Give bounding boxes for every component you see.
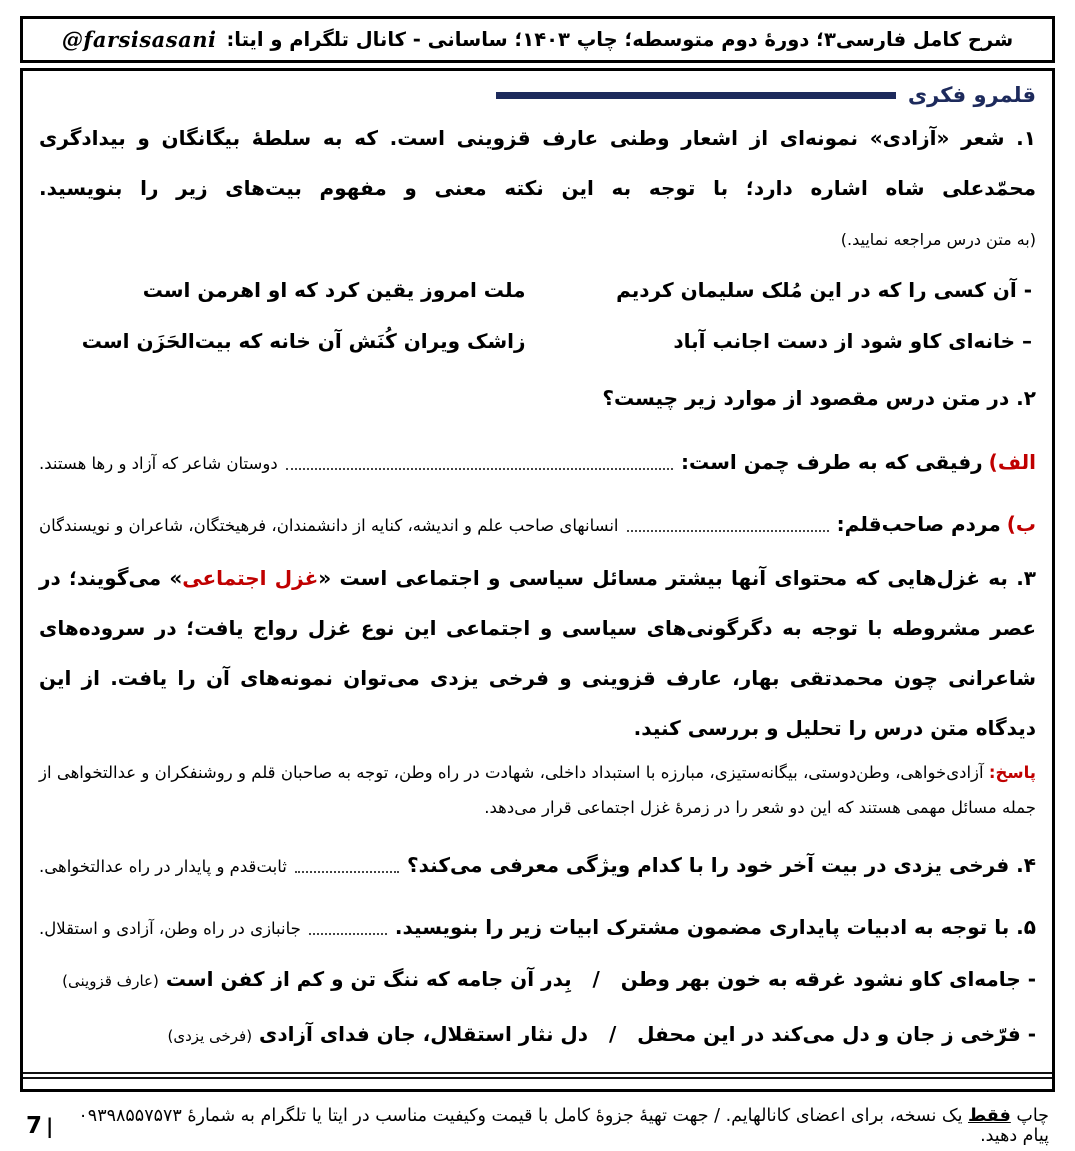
channel-handle: @farsisasani [61,27,217,52]
q2-item-a-answer: دوستان شاعر که آزاد و رها هستند. [39,454,278,473]
footer-emphasis: فقط [968,1106,1011,1126]
document-title: شرح کامل فارسی۳؛ دورهٔ دوم متوسطه؛ چاپ ۱۴۰۳؛ ساسانی - کانال تلگرام و ایتا: [226,28,1014,51]
q5-verse-2-source: (فرخی یزدی) [167,1026,253,1045]
verse-hemistich: - آن کسی را که در این مُلک سلیمان کردیم [616,278,1032,302]
q5-verse-2 [39,1009,1036,1060]
q2-item-a-prompt: رفیقی که به طرف چمن است: [681,450,983,474]
question-1 [39,113,1036,263]
q2-item-b-prompt: مردم صاحب‌قلم: [836,512,1001,536]
section-divider [23,1072,1052,1079]
dotted-leader [295,871,399,873]
q2-item-b-answer: انسانهای صاحب علم و اندیشه، کنایه از دانشمندان، فرهیختگان، شاعران و نویسندگان [39,516,619,535]
question-3-text-2: » می‌گویند؛ در عصر مشروطه با توجه به دگرگونی‌های سیاسی و اجتماعی این نوع غزل رواج یافت؛ در سروده‌های شاعرانی چون محمدتقی بهار، عارف قزوینی و فرخی یزدی می‌توان نمونه‌های آن را یافت. از این دیدگاه متن درس را تحلیل و بررسی کنید. [39,566,1036,740]
q2-item-a [39,439,1036,485]
q1-verses [39,265,1036,367]
section-title: قلمرو فکری [907,83,1036,107]
q2-item-a-label: الف) [988,450,1036,474]
q5-verse-1-text: - جامه‌ای کاو نشود غرقه به خون بهر وطن / بِدر آن جامه که ننگ تن و کم از کفن است [158,966,1036,991]
question-4-prompt: ۴. فرخی یزدی در بیت آخر خود را با کدام ویژگی معرفی می‌کند؟ [407,852,1036,877]
q3-highlight: غزل اجتماعی [182,566,319,590]
question-4 [39,842,1036,888]
question-4-answer: ثابت‌قدم و پایدار در راه عدالتخواهی. [39,856,287,876]
dotted-leader [627,530,829,532]
footer-text-2: یک نسخه، برای اعضای کانالهایم. / جهت تهیهٔ جزوهٔ کامل با قیمت وکیفیت مناسب در ایتا یا تلگرام به شمارهٔ ۰۹۳۹۸۵۵۷۵۷۳ پیام دهید. [78,1106,1049,1146]
page-number [26,1113,53,1139]
question-5 [39,904,1036,950]
question-3 [39,553,1036,753]
page-footer [20,1092,1055,1146]
footer-text-1: چاپ [1010,1106,1049,1126]
q5-verse-1 [39,954,1036,1005]
verse-hemistich: ملت امروز یقین کرد که او اهرمن است [142,278,526,302]
q3-answer-text: آزادی‌خواهی، وطن‌دوستی، بیگانه‌ستیزی، مبارزه با استبداد داخلی، شهادت در راه وطن، توجه به صاحبان قلم و روشنفکران و عدالتخواهی از جمله مسائل مهمی هستند که این دو شعر را در زمرهٔ غزل اجتماعی قرار می‌دهد. [39,763,1036,818]
question-5-prompt: ۵. با توجه به ادبیات پایداری مضمون مشترک ابیات زیر را بنویسید. [394,914,1036,939]
q5-verse-1-source: (عارف قزوینی) [62,971,159,990]
verse-hemistich: زاشک ویران کُنَش آن خانه که بیت‌الحَزَن است [81,329,526,353]
q2-item-b [39,501,1036,547]
question-5-answer: جانبازی در راه وطن، آزادی و استقلال. [39,918,301,938]
question-3-text-1: ۳. به غزل‌هایی که محتوای آنها بیشتر مسائل سیاسی و اجتماعی است « [318,566,1037,590]
page-number-separator: | [46,1114,54,1138]
q5-verse-2-text: - فرّخی ز جان و دل می‌کند در این محفل / دل نثار استقلال، جان فدای آزادی [252,1021,1036,1046]
dotted-leader [286,468,673,470]
question-2: ۲. در متن درس مقصود از موارد زیر چیست؟ [602,386,1036,410]
dotted-leader [309,933,387,935]
section-rule [496,92,896,99]
header-box [20,16,1055,63]
content-box [20,68,1055,1092]
verse-hemistich: – خانه‌ای کاو شود از دست اجانب آباد [673,329,1032,353]
question-1-text: ۱. شعر «آزادی» نمونه‌ای از اشعار وطنی عارف قزوینی است. که به سلطهٔ بیگانگان و بیدادگری محمّدعلی شاه اشاره دارد؛ با توجه به این نکته معنی و مفهوم بیت‌های زیر را بنویسید. [39,126,1036,200]
q2-item-b-label: ب) [1006,512,1036,536]
section-header-fekri [39,83,1036,107]
q3-answer-label: پاسخ: [988,763,1036,782]
footer-text [53,1106,1049,1146]
q3-answer-paragraph [39,755,1036,826]
question-1-note: (به متن درس مراجعه نمایید.) [840,230,1036,249]
page-number-value: 7 [26,1113,43,1139]
